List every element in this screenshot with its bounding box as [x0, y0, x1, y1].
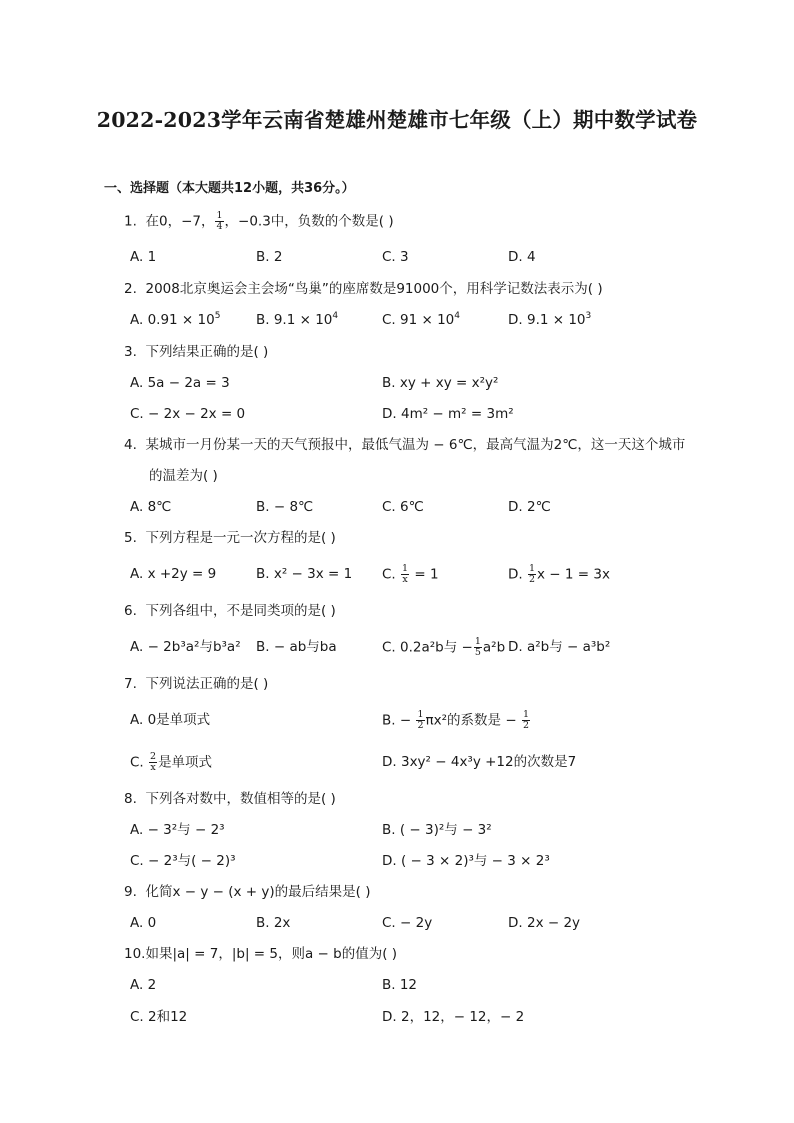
fraction: $\frac{1}{2}$	[528, 563, 536, 585]
fraction: $\frac{1}{2}$	[522, 709, 529, 731]
q2-option-b: B. $9.1 \times 10^4$	[256, 311, 339, 328]
q6-option-b: B. − ab与ba	[256, 639, 337, 655]
fraction: $\frac{1}{x}$	[402, 563, 409, 585]
q4-option-c: C. 6℃	[382, 499, 424, 515]
q3-option-c: C. − 2x − 2x = 0	[130, 406, 246, 422]
q8-option-c: C. − 2³与( − 2)³	[130, 853, 236, 869]
q7-option-c: C. $\frac{2}{x}$ 是单项式	[130, 751, 213, 773]
q5-option-d: D. $\frac{1}{2}$ x − 1 = 3x	[508, 563, 610, 585]
q3-option-a: A. 5a − 2a = 3	[130, 375, 230, 391]
question-5: 5. 下列方程是一元一次方程的是( )	[124, 530, 336, 546]
q9-option-d: D. 2x − 2y	[508, 915, 581, 931]
question-9: 9. 化简x − y − (x + y)的最后结果是( )	[124, 884, 371, 900]
q1-option-c: C. 3	[382, 249, 409, 265]
question-2: 2. 2008北京奥运会主会场“鸟巢”的座席数是91000个，用科学记数法表示为( )	[124, 281, 603, 297]
question-3: 3. 下列结果正确的是( )	[124, 344, 269, 360]
q2-option-d: D. $9.1 \times 10^3$	[508, 311, 592, 328]
q8-option-b: B. ( − 3)²与 − 3²	[382, 822, 492, 838]
q9-option-a: A. 0	[130, 915, 157, 931]
q5-option-c: C. $\frac{1}{x}$ = 1	[382, 563, 439, 585]
fraction: $\frac{1}{5}$	[474, 636, 481, 658]
q5-option-b: B. x² − 3x = 1	[256, 566, 353, 582]
q6-option-d: D. a²b与 − a³b²	[508, 639, 611, 655]
q10-option-c: C. 2和12	[130, 1009, 188, 1025]
q6-option-c: C. 0.2a²b与 − $\frac{1}{5}$ a²b	[382, 636, 506, 658]
q9-option-c: C. − 2y	[382, 915, 433, 931]
q7-option-d: D. 3xy² − 4x³y +12的次数是7	[382, 754, 577, 770]
question-6: 6. 下列各组中，不是同类项的是( )	[124, 603, 336, 619]
q10-option-d: D. 2，12，− 12，− 2	[382, 1009, 525, 1025]
q4-option-a: A. 8℃	[130, 499, 172, 515]
q10-option-a: A. 2	[130, 977, 157, 993]
question-4: 4. 某城市一月份某一天的天气预报中，最低气温为 − 6℃，最高气温为2℃，这一天这个城市	[124, 437, 686, 453]
q2-option-a: A. $0.91 \times 10^5$	[130, 311, 221, 328]
q4-option-b: B. − 8℃	[256, 499, 314, 515]
q7-option-b: B. − $\frac{1}{2}$ πx²的系数是 − $\frac{1}{2}$	[382, 709, 529, 731]
fraction: $\frac{1}{2}$	[417, 709, 424, 731]
q8-option-a: A. − 3²与 − 2³	[130, 822, 225, 838]
q1-option-b: B. 2	[256, 249, 283, 265]
question-8: 8. 下列各对数中，数值相等的是( )	[124, 791, 336, 807]
question-4-continued: 的温差为( )	[149, 468, 218, 484]
q4-option-d: D. 2℃	[508, 499, 551, 515]
q5-option-a: A. x +2y = 9	[130, 566, 217, 582]
q7-option-a: A. 0是单项式	[130, 712, 211, 728]
q6-option-a: A. − 2b³a²与b³a²	[130, 639, 241, 655]
question-1: 1. 在0，−7， $\frac{1}{4}$ ，−0.3中，负数的个数是( )	[124, 210, 394, 232]
q1-option-d: D. 4	[508, 249, 536, 265]
q3-option-b: B. xy + xy = x²y²	[382, 375, 499, 391]
q8-option-d: D. ( − 3 × 2)³与 − 3 × 2³	[382, 853, 550, 869]
q10-option-b: B. 12	[382, 977, 418, 993]
fraction: $\frac{2}{x}$	[150, 751, 157, 773]
page-title: 2022-2023学年云南省楚雄州楚雄市七年级（上）期中数学试卷	[96, 108, 698, 132]
fraction: $\frac{1}{4}$	[216, 210, 223, 232]
question-7: 7. 下列说法正确的是( )	[124, 676, 269, 692]
question-10: 10.如果|a| = 7，|b| = 5，则a − b的值为( )	[124, 946, 398, 962]
q1-option-a: A. 1	[130, 249, 157, 265]
q3-option-d: D. 4m² − m² = 3m²	[382, 406, 514, 422]
q2-option-c: C. $91 \times 10^4$	[382, 311, 460, 328]
q9-option-b: B. 2x	[256, 915, 291, 931]
section-heading: 一、选择题（本大题共12小题，共36分。）	[104, 181, 355, 196]
